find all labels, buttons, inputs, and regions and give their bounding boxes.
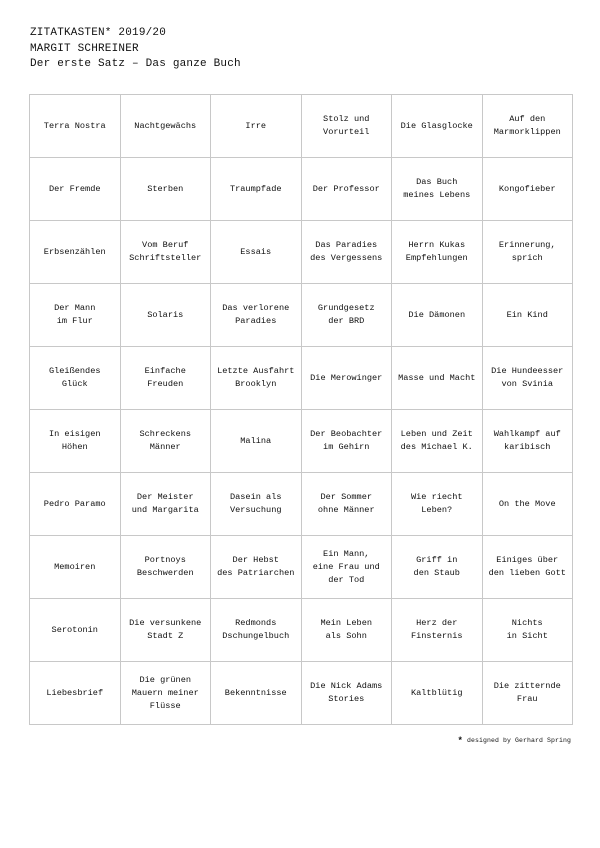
grid-cell: Der Hebst des Patriarchen [211,536,302,599]
grid-cell: Portnoys Beschwerden [121,536,212,599]
grid-cell: Die Glasglocke [392,95,483,158]
footer-credit [457,736,571,746]
grid-cell: Der Meister und Margarita [121,473,212,536]
grid-cell: Dasein als Versuchung [211,473,302,536]
page-header [30,26,241,73]
grid-cell: Erinnerung, sprich [483,221,574,284]
grid-cell: Die zitternde Frau [483,662,574,725]
grid-cell: In eisigen Höhen [30,410,121,473]
grid-cell: Serotonin [30,599,121,662]
page-subtitle: Der erste Satz – Das ganze Buch [30,58,241,70]
grid-cell: Grundgesetz der BRD [302,284,393,347]
grid-cell: Der Professor [302,158,393,221]
grid-cell: Das Paradies des Vergessens [302,221,393,284]
grid-cell: Kaltblütig [392,662,483,725]
grid-cell: Nichts in Sicht [483,599,574,662]
grid-cell: Schreckens Männer [121,410,212,473]
grid-cell: Pedro Paramo [30,473,121,536]
grid-cell: Stolz und Vorurteil [302,95,393,158]
grid-cell: Masse und Macht [392,347,483,410]
grid-cell: Herrn Kukas Empfehlungen [392,221,483,284]
grid-cell: Die Merowinger [302,347,393,410]
grid-cell: Wie riecht Leben? [392,473,483,536]
grid-cell: Auf den Marmorklippen [483,95,574,158]
grid-cell: Der Beobachter im Gehirn [302,410,393,473]
grid-cell: Das verlorene Paradies [211,284,302,347]
page-title: ZITATKASTEN* 2019/20 [30,27,167,39]
grid-cell: Wahlkampf auf karibisch [483,410,574,473]
grid-cell: Essais [211,221,302,284]
grid-cell: Terra Nostra [30,95,121,158]
grid-cell: Nachtgewächs [121,95,212,158]
title-grid [29,94,573,725]
grid-cell: Die Hundeesser von Svinia [483,347,574,410]
grid-cell: Der Sommer ohne Männer [302,473,393,536]
footnote-star: * [457,736,463,746]
grid-cell: Leben und Zeit des Michael K. [392,410,483,473]
grid-cell: Vom Beruf Schriftsteller [121,221,212,284]
grid-cell: Die grünen Mauern meiner Flüsse [121,662,212,725]
grid-cell: Bekenntnisse [211,662,302,725]
grid-cell: Memoiren [30,536,121,599]
grid-cell: Einiges über den lieben Gott [483,536,574,599]
grid-cell: Sterben [121,158,212,221]
grid-cell: Traumpfade [211,158,302,221]
grid-cell: Die versunkene Stadt Z [121,599,212,662]
grid-cell: Die Dämonen [392,284,483,347]
grid-cell: Herz der Finsternis [392,599,483,662]
author-name: MARGIT SCHREINER [30,42,139,55]
grid-cell: Kongofieber [483,158,574,221]
grid-cell: Erbsenzählen [30,221,121,284]
grid-cell: Ein Mann, eine Frau und der Tod [302,536,393,599]
grid-cell: Einfache Freuden [121,347,212,410]
grid-cell: Der Mann im Flur [30,284,121,347]
grid-cell: Gleißendes Glück [30,347,121,410]
grid-cell: Die Nick Adams Stories [302,662,393,725]
grid-cell: Griff in den Staub [392,536,483,599]
designer-credit: designed by Gerhard Spring [466,737,571,744]
grid-cell: Liebesbrief [30,662,121,725]
grid-cell: Das Buch meines Lebens [392,158,483,221]
grid-cell: Redmonds Dschungelbuch [211,599,302,662]
grid-cell: Letzte Ausfahrt Brooklyn [211,347,302,410]
grid-cell: Mein Leben als Sohn [302,599,393,662]
grid-cell: Ein Kind [483,284,574,347]
grid-cell: Irre [211,95,302,158]
grid-cell: Der Fremde [30,158,121,221]
grid-cell: Malina [211,410,302,473]
grid-cell: Solaris [121,284,212,347]
grid-cell: On the Move [483,473,574,536]
